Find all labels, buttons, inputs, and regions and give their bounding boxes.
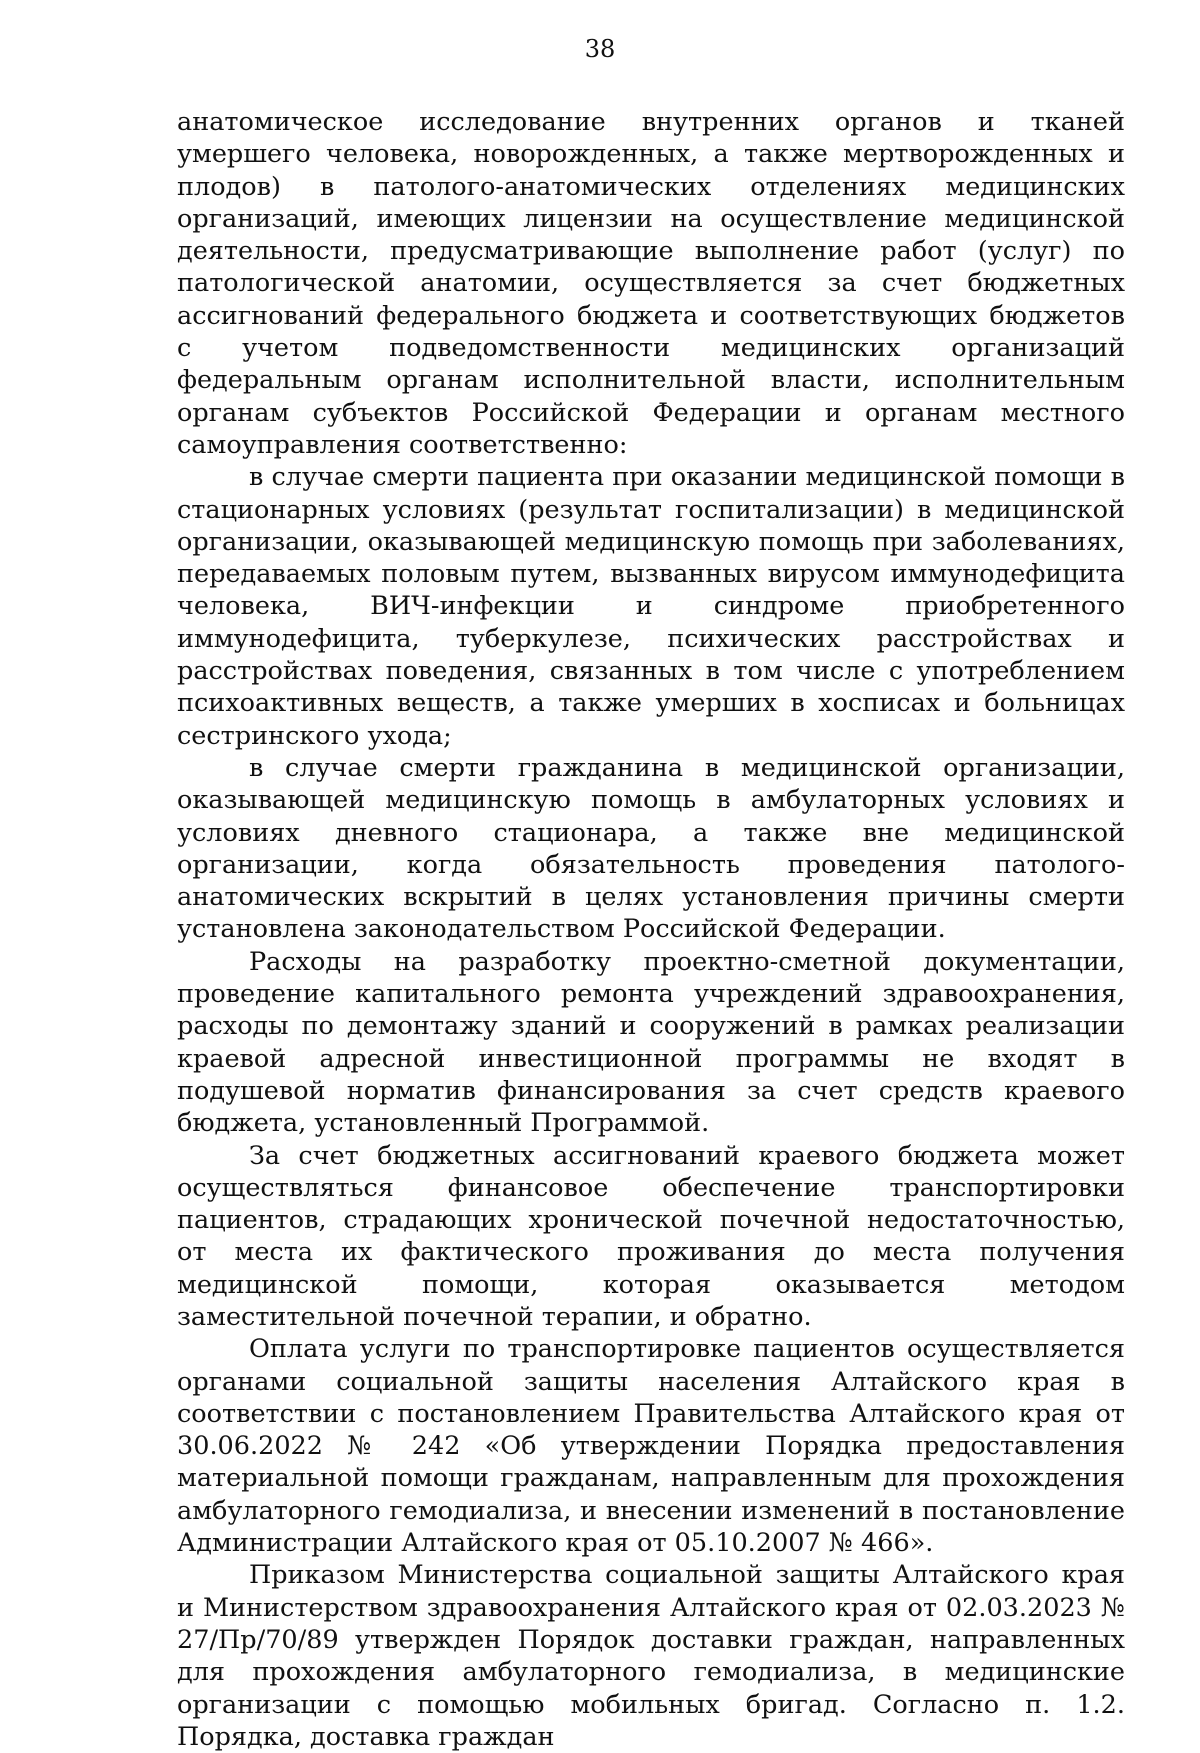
paragraph: в случае смерти гражданина в медицинской организации, оказывающей медицинскую помощь в амбулаторных условиях и условиях дневного стационара, а также вне медицинской организации, когда обязательность проведения патолого-анатомических вскрытий в целях установления причины смерти установлена законодательством Российской Федерации. (177, 752, 1125, 945)
paragraph: Расходы на разработку проектно-сметной документации, проведение капитального ремонта учреждений здравоохранения, расходы по демонтажу зданий и сооружений в рамках реализации краевой адресной инвестиционной программы не входят в подушевой норматив финансирования за счет средств краевого бюджета, установленный Программой. (177, 946, 1125, 1139)
paragraph-continuation: анатомическое исследование внутренних органов и тканей умершего человека, новорожденных, а также мертворожденных и плодов) в патолого-анатомических отделениях медицинских организаций, имеющих лицензии на осуществление медицинской деятельности, предусматривающие выполнение работ (услуг) по патологической анатомии, осуществляется за счет бюджетных ассигнований федерального бюджета и соответствующих бюджетов с учетом подведомственности медицинских организаций федеральным органам исполнительной власти, исполнительным органам субъектов Российской Федерации и органам местного самоуправления соответственно: (177, 107, 1125, 460)
page-number: 38 (584, 35, 616, 63)
paragraph: За счет бюджетных ассигнований краевого бюджета может осуществляться финансовое обеспечение транспортировки пациентов, страдающих хронической почечной недостаточностью, от места их фактического проживания до места получения медицинской помощи, которая оказывается методом заместительной почечной терапии, и обратно. (177, 1140, 1125, 1332)
document-body (177, 106, 1125, 1753)
paragraph: Оплата услуги по транспортировке пациентов осуществляется органами социальной защиты населения Алтайского края в соответствии с постановлением Правительства Алтайского края от 30.06.2022 № 242 «Об утверждении Порядка предоставления материальной помощи гражданам, направленным для прохождения амбулаторного гемодиализа, и внесении изменений в постановление Администрации Алтайского края от 05.10.2007 № 466». (177, 1334, 1125, 1559)
paragraph: в случае смерти пациента при оказании медицинской помощи в стационарных условиях (результат госпитализации) в медицинской организации, оказывающей медицинскую помощь при заболеваниях, передаваемых половым путем, вызванных вирусом иммунодефицита человека, ВИЧ-инфекции и синдроме приобретенного иммунодефицита, туберкулезе, психических расстройствах и расстройствах поведения, связанных в том числе с употреблением психоактивных веществ, а также умерших в хосписах и больницах сестринского ухода; (177, 462, 1125, 751)
paragraph: Приказом Министерства социальной защиты Алтайского края и Министерством здравоохранения Алтайского края от 02.03.2023 № 27/Пр/70/89 утвержден Порядок доставки граждан, направленных для прохождения амбулаторного гемодиализа, в медицинские организации с помощью мобильных бригад. Согласно п. 1.2. Порядка, доставка граждан (177, 1560, 1125, 1752)
